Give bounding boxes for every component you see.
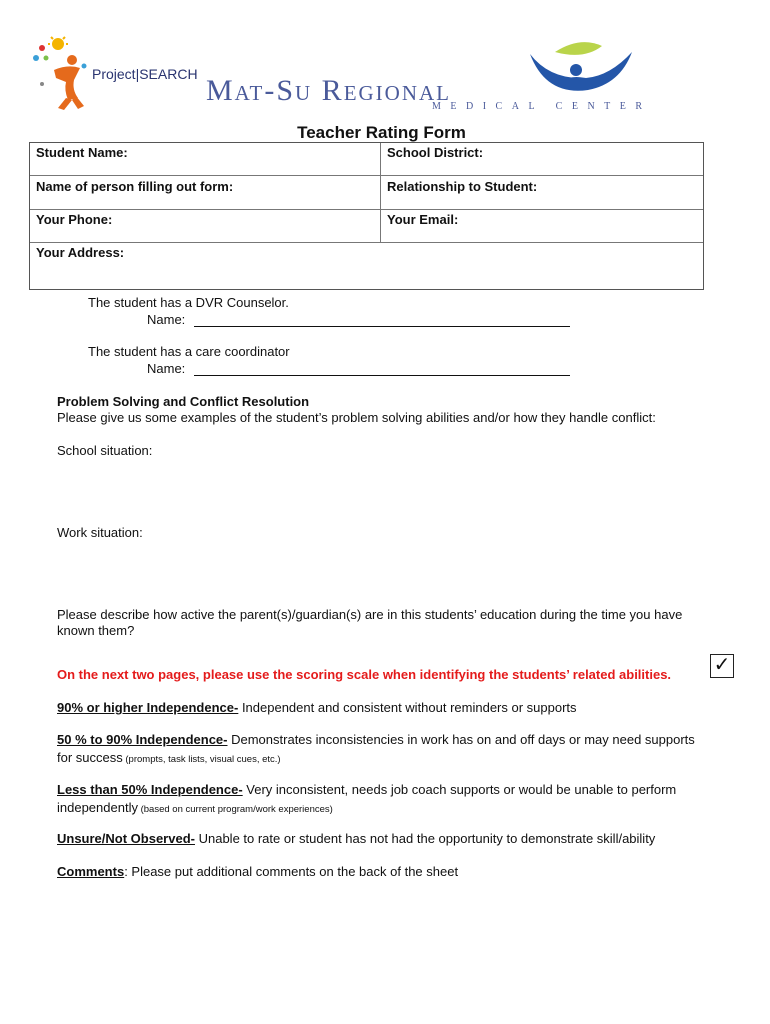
- dvr-name-line[interactable]: [194, 326, 570, 327]
- hospital-subtitle: MEDICAL CENTER: [432, 101, 652, 112]
- scale-item-less-50: [57, 781, 707, 819]
- scale-item-comments: [57, 864, 737, 879]
- care-name-line[interactable]: [194, 375, 570, 376]
- scale-term: Less than 50% Independence-: [57, 782, 243, 797]
- scale-desc: : Please put additional comments on the back of the sheet: [124, 864, 459, 879]
- student-info-table: [29, 142, 704, 290]
- care-coordinator-label: The student has a care coordinator: [88, 344, 290, 359]
- school-district-field[interactable]: School District:: [387, 145, 484, 160]
- scale-item-50-90: [57, 731, 707, 769]
- scale-desc: Unable to rate or student has not had the opportunity to demonstrate skill/ability: [194, 831, 656, 846]
- dvr-counselor-row[interactable]: [78, 295, 289, 310]
- scale-item-unsure: [57, 831, 737, 846]
- problem-solving-prompt: Please give us some examples of the student’s problem solving abilities and/or how they handle conflict:: [57, 410, 656, 425]
- student-name-field[interactable]: Student Name:: [36, 145, 128, 160]
- scale-term: 90% or higher Independence-: [57, 700, 239, 715]
- care-name-label: Name:: [147, 361, 186, 376]
- scoring-scale-heading: On the next two pages, please use the scoring scale when identifying the students’ related abilities.: [57, 667, 672, 682]
- scale-term: 50 % to 90% Independence-: [57, 732, 228, 747]
- scale-desc: Demonstrates inconsistencies in work has on and off days or may need supports for success: [57, 732, 695, 765]
- address-field[interactable]: Your Address:: [36, 245, 125, 260]
- school-situation-label: School situation:: [57, 443, 153, 458]
- scale-term: Comments: [57, 864, 125, 879]
- problem-solving-heading: Problem Solving and Conflict Resolution: [57, 394, 310, 409]
- person-filling-field[interactable]: Name of person filling out form:: [36, 179, 234, 194]
- form-title: Teacher Rating Form: [297, 123, 466, 142]
- relationship-field[interactable]: Relationship to Student:: [387, 179, 538, 194]
- checkmark-icon: ✓: [710, 654, 734, 678]
- hospital-name: Mat-Su Regional: [206, 74, 452, 107]
- scale-item-90: [57, 700, 717, 715]
- work-situation-label: Work situation:: [57, 525, 143, 540]
- scale-term: Unsure/Not Observed-: [57, 831, 195, 846]
- dvr-name-label: Name:: [147, 312, 186, 327]
- email-field[interactable]: Your Email:: [387, 212, 459, 227]
- scale-desc: Very inconsistent, needs job coach supports or would be unable to perform independently: [57, 782, 677, 815]
- scale-note: (prompts, task lists, visual cues, etc.): [122, 754, 281, 765]
- dvr-counselor-label: The student has a DVR Counselor.: [88, 295, 289, 310]
- project-search-wordmark: Project|SEARCH: [92, 66, 198, 82]
- phone-field[interactable]: Your Phone:: [36, 212, 113, 227]
- scale-note: (based on current program/work experiences): [137, 804, 333, 815]
- care-coordinator-row[interactable]: [78, 344, 290, 359]
- scale-desc: Independent and consistent without reminders or supports: [238, 700, 577, 715]
- parents-question: Please describe how active the parent(s)/guardian(s) are in this students’ education during the time you have known them?: [57, 607, 683, 638]
